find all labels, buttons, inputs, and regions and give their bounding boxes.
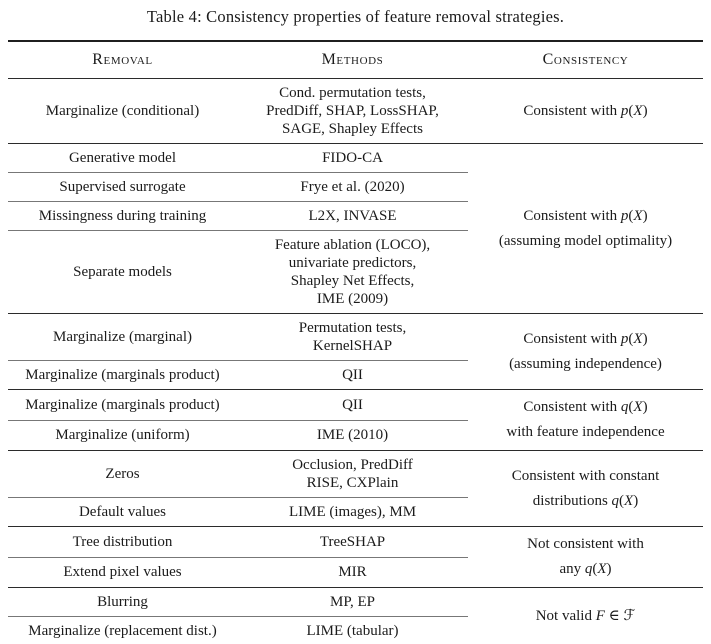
table-body bbox=[8, 79, 703, 644]
text-line: Consistent with p(X) bbox=[523, 330, 648, 347]
text-line: Marginalize (marginals product) bbox=[25, 396, 220, 413]
text-line: Default values bbox=[78, 504, 167, 520]
text-line: KernelSHAP bbox=[312, 338, 393, 354]
methods-cell bbox=[237, 617, 468, 644]
methods-cell bbox=[237, 588, 468, 617]
text-line: Permutation tests, bbox=[298, 320, 407, 336]
text-line: L2X, INVASE bbox=[308, 208, 397, 224]
text-line: any q(X) bbox=[559, 561, 612, 577]
text-line: Tree distribution bbox=[72, 533, 173, 550]
column-header-methods: Methods bbox=[237, 41, 468, 79]
removal-cell bbox=[8, 79, 237, 144]
methods-cell bbox=[237, 173, 468, 202]
table-caption: Table 4: Consistency properties of feature removal strategies. bbox=[146, 7, 565, 26]
methods-cell bbox=[237, 314, 468, 361]
table-row bbox=[8, 79, 703, 144]
text-line: Cond. permutation tests, bbox=[279, 85, 426, 101]
table-row bbox=[8, 314, 703, 361]
consistency-cell bbox=[468, 144, 703, 314]
text-line: univariate predictors, bbox=[288, 255, 417, 271]
text-line: Consistent with p(X) bbox=[523, 207, 648, 224]
removal-cell bbox=[8, 231, 237, 314]
methods-cell bbox=[237, 79, 468, 144]
consistency-cell bbox=[468, 588, 703, 644]
consistency-cell bbox=[468, 527, 703, 588]
text-line: Marginalize (replacement dist.) bbox=[28, 623, 217, 639]
removal-cell bbox=[8, 144, 237, 173]
consistency-cell bbox=[468, 390, 703, 451]
text-line: Marginalize (marginals product) bbox=[25, 367, 220, 383]
text-line: Consistent with constant bbox=[511, 467, 660, 484]
consistency-cell bbox=[468, 451, 703, 527]
text-line: Frye et al. (2020) bbox=[300, 179, 405, 195]
removal-cell bbox=[8, 420, 237, 451]
header-row bbox=[8, 41, 703, 79]
text-line: Generative model bbox=[68, 150, 177, 166]
text-line: Feature ablation (LOCO), bbox=[274, 237, 431, 253]
table-row bbox=[8, 527, 703, 558]
removal-cell bbox=[8, 498, 237, 527]
text-line: (assuming model optimality) bbox=[498, 232, 673, 249]
consistency-table bbox=[8, 40, 703, 644]
text-line: Marginalize (uniform) bbox=[55, 427, 190, 444]
removal-cell bbox=[8, 527, 237, 558]
column-header-removal: Removal bbox=[8, 41, 237, 79]
text-line: Extend pixel values bbox=[63, 564, 182, 581]
text-line: TreeSHAP bbox=[319, 533, 386, 550]
removal-cell bbox=[8, 173, 237, 202]
text-line: Missingness during training bbox=[38, 208, 207, 224]
text-line: Shapley Net Effects, bbox=[290, 273, 415, 289]
removal-cell bbox=[8, 390, 237, 421]
text-line: distributions q(X) bbox=[532, 492, 639, 509]
text-line: IME (2009) bbox=[316, 291, 389, 307]
text-line: QII bbox=[342, 367, 363, 383]
text-line: LIME (images), MM bbox=[288, 504, 417, 520]
text-line: Not valid F ∈ ℱ bbox=[535, 608, 636, 624]
table-row bbox=[8, 390, 703, 421]
text-line: Marginalize (marginal) bbox=[53, 329, 192, 345]
text-line: SAGE, Shapley Effects bbox=[282, 121, 423, 137]
methods-cell bbox=[237, 557, 468, 588]
methods-cell bbox=[237, 390, 468, 421]
methods-cell bbox=[237, 231, 468, 314]
removal-cell bbox=[8, 361, 237, 390]
removal-cell bbox=[8, 617, 237, 644]
methods-cell bbox=[237, 420, 468, 451]
table-row bbox=[8, 588, 703, 617]
methods-cell bbox=[237, 451, 468, 498]
text-line: (assuming independence) bbox=[509, 355, 662, 372]
text-line: Zeros bbox=[105, 466, 140, 482]
text-line: Consistent with q(X) bbox=[523, 399, 648, 415]
removal-cell bbox=[8, 314, 237, 361]
text-line: with feature independence bbox=[506, 424, 665, 440]
consistency-cell bbox=[468, 79, 703, 144]
methods-cell bbox=[237, 144, 468, 173]
table-row bbox=[8, 451, 703, 498]
text-line: Occlusion, PredDiff bbox=[292, 457, 413, 473]
text-line: RISE, CXPlain bbox=[306, 475, 399, 491]
text-line: MIR bbox=[338, 564, 367, 581]
text-line: QII bbox=[342, 396, 363, 413]
text-line: FIDO-CA bbox=[322, 150, 383, 166]
methods-cell bbox=[237, 202, 468, 231]
text-line: LIME (tabular) bbox=[306, 623, 399, 639]
text-line: Supervised surrogate bbox=[59, 179, 186, 195]
text-line: Marginalize (conditional) bbox=[45, 103, 200, 119]
consistency-cell bbox=[468, 314, 703, 390]
removal-cell bbox=[8, 588, 237, 617]
removal-cell bbox=[8, 451, 237, 498]
table-row bbox=[8, 144, 703, 173]
text-line: Separate models bbox=[73, 264, 172, 280]
methods-cell bbox=[237, 498, 468, 527]
text-line: Consistent with p(X) bbox=[523, 102, 648, 119]
text-line: Not consistent with bbox=[527, 536, 644, 552]
column-header-consistency: Consistency bbox=[468, 41, 703, 79]
methods-cell bbox=[237, 361, 468, 390]
removal-cell bbox=[8, 557, 237, 588]
text-line: Blurring bbox=[97, 594, 148, 610]
removal-cell bbox=[8, 202, 237, 231]
text-line: IME (2010) bbox=[316, 427, 389, 444]
text-line: PredDiff, SHAP, LossSHAP, bbox=[266, 103, 439, 119]
text-line: MP, EP bbox=[329, 594, 376, 610]
methods-cell bbox=[237, 527, 468, 558]
